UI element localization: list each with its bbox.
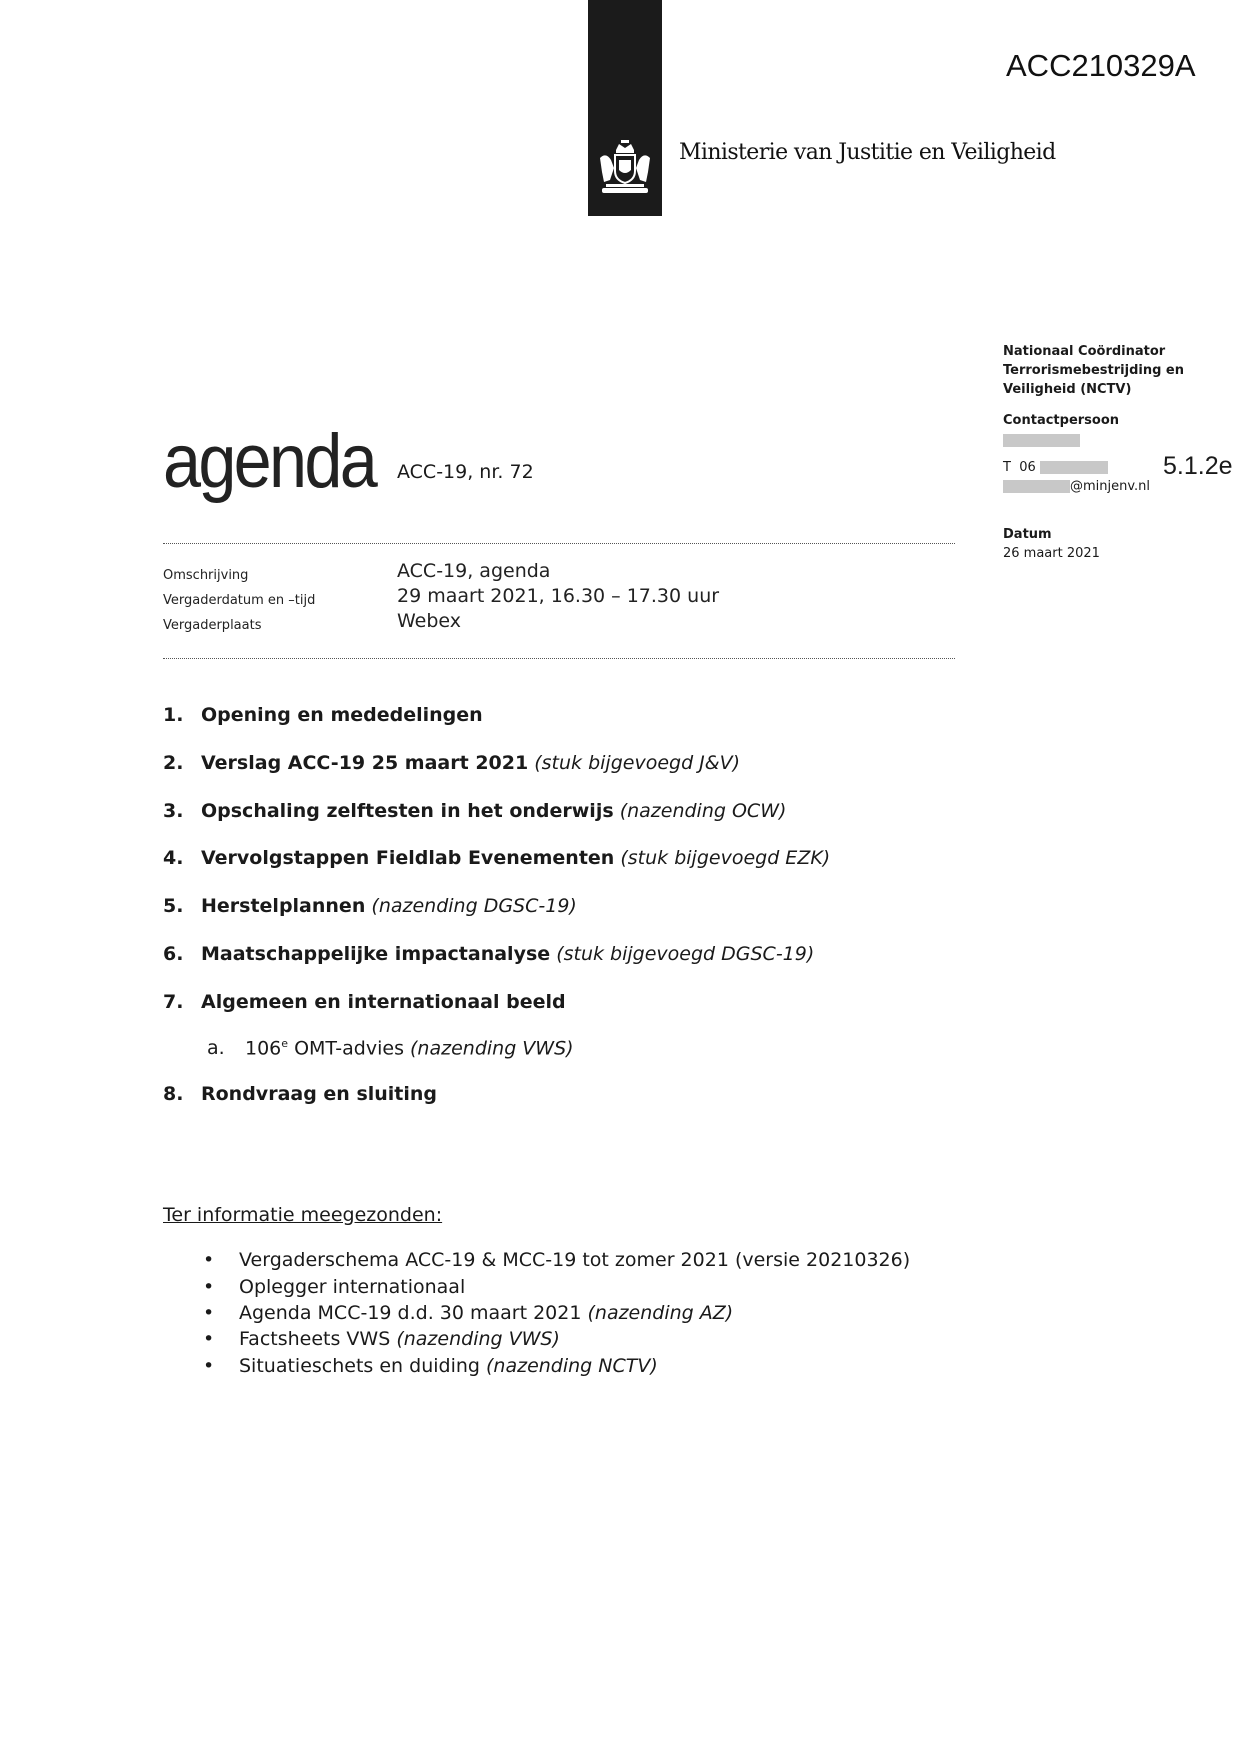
agenda-item: 3. Opschaling zelftesten in het onderwijs (nazending OCW) [163, 800, 787, 822]
redacted-phone [1040, 461, 1108, 474]
info-list-item: • Situatieschets en duiding (nazending NCTV) [203, 1355, 658, 1377]
contact-label: Contactpersoon [1003, 413, 1120, 428]
coat-of-arms-icon [594, 138, 656, 202]
page-subtitle: ACC-19, nr. 72 [397, 461, 534, 483]
info-list-item: • Oplegger internationaal [203, 1276, 466, 1298]
info-list-item: • Factsheets VWS (nazending VWS) [203, 1328, 560, 1350]
meta-label: Vergaderdatum en –tijd [163, 593, 316, 608]
divider [163, 658, 955, 659]
date-value: 26 maart 2021 [1003, 546, 1100, 561]
meta-value: Webex [397, 610, 462, 632]
page-title: agenda [163, 419, 376, 504]
organisation-block [1003, 342, 1184, 399]
redacted-name [1003, 434, 1080, 447]
agenda-item: 8. Rondvraag en sluiting [163, 1083, 438, 1105]
meta-value: ACC-19, agenda [397, 560, 551, 582]
divider [163, 543, 955, 544]
agenda-item: 7. Algemeen en internationaal beeld [163, 991, 566, 1013]
meta-value: 29 maart 2021, 16.30 – 17.30 uur [397, 585, 720, 607]
info-list-item: • Vergaderschema ACC-19 & MCC-19 tot zomer 2021 (versie 20210326) [203, 1249, 911, 1271]
agenda-subitem: a. 106e OMT-advies (nazending VWS) [207, 1037, 574, 1060]
date-label: Datum [1003, 527, 1052, 542]
organisation-line: Terrorismebestrijding en [1003, 363, 1184, 378]
agenda-item: 4. Vervolgstappen Fieldlab Evenementen (stuk bijgevoegd EZK) [163, 847, 831, 869]
organisation-line: Veiligheid (NCTV) [1003, 382, 1132, 397]
organisation-line: Nationaal Coördinator [1003, 344, 1166, 359]
info-list-item: • Agenda MCC-19 d.d. 30 maart 2021 (nazending AZ) [203, 1302, 734, 1324]
meta-label: Omschrijving [163, 568, 249, 583]
ministry-name: Ministerie van Justitie en Veiligheid [679, 140, 1056, 165]
redacted-email [1003, 480, 1070, 493]
agenda-item: 6. Maatschappelijke impactanalyse (stuk bijgevoegd DGSC-19) [163, 943, 815, 965]
agenda-item: 1. Opening en mededelingen [163, 704, 483, 726]
agenda-item: 2. Verslag ACC-19 25 maart 2021 (stuk bijgevoegd J&V) [163, 752, 741, 774]
info-heading: Ter informatie meegezonden: [163, 1204, 443, 1226]
agenda-item: 5. Herstelplannen (nazending DGSC-19) [163, 895, 577, 917]
email-suffix: @minjenv.nl [1070, 479, 1151, 494]
meta-label: Vergaderplaats [163, 618, 262, 633]
phone-prefix: T 06 [1003, 460, 1036, 475]
document-code: ACC210329A [1006, 48, 1196, 83]
redaction-code: 5.1.2e [1163, 452, 1233, 480]
